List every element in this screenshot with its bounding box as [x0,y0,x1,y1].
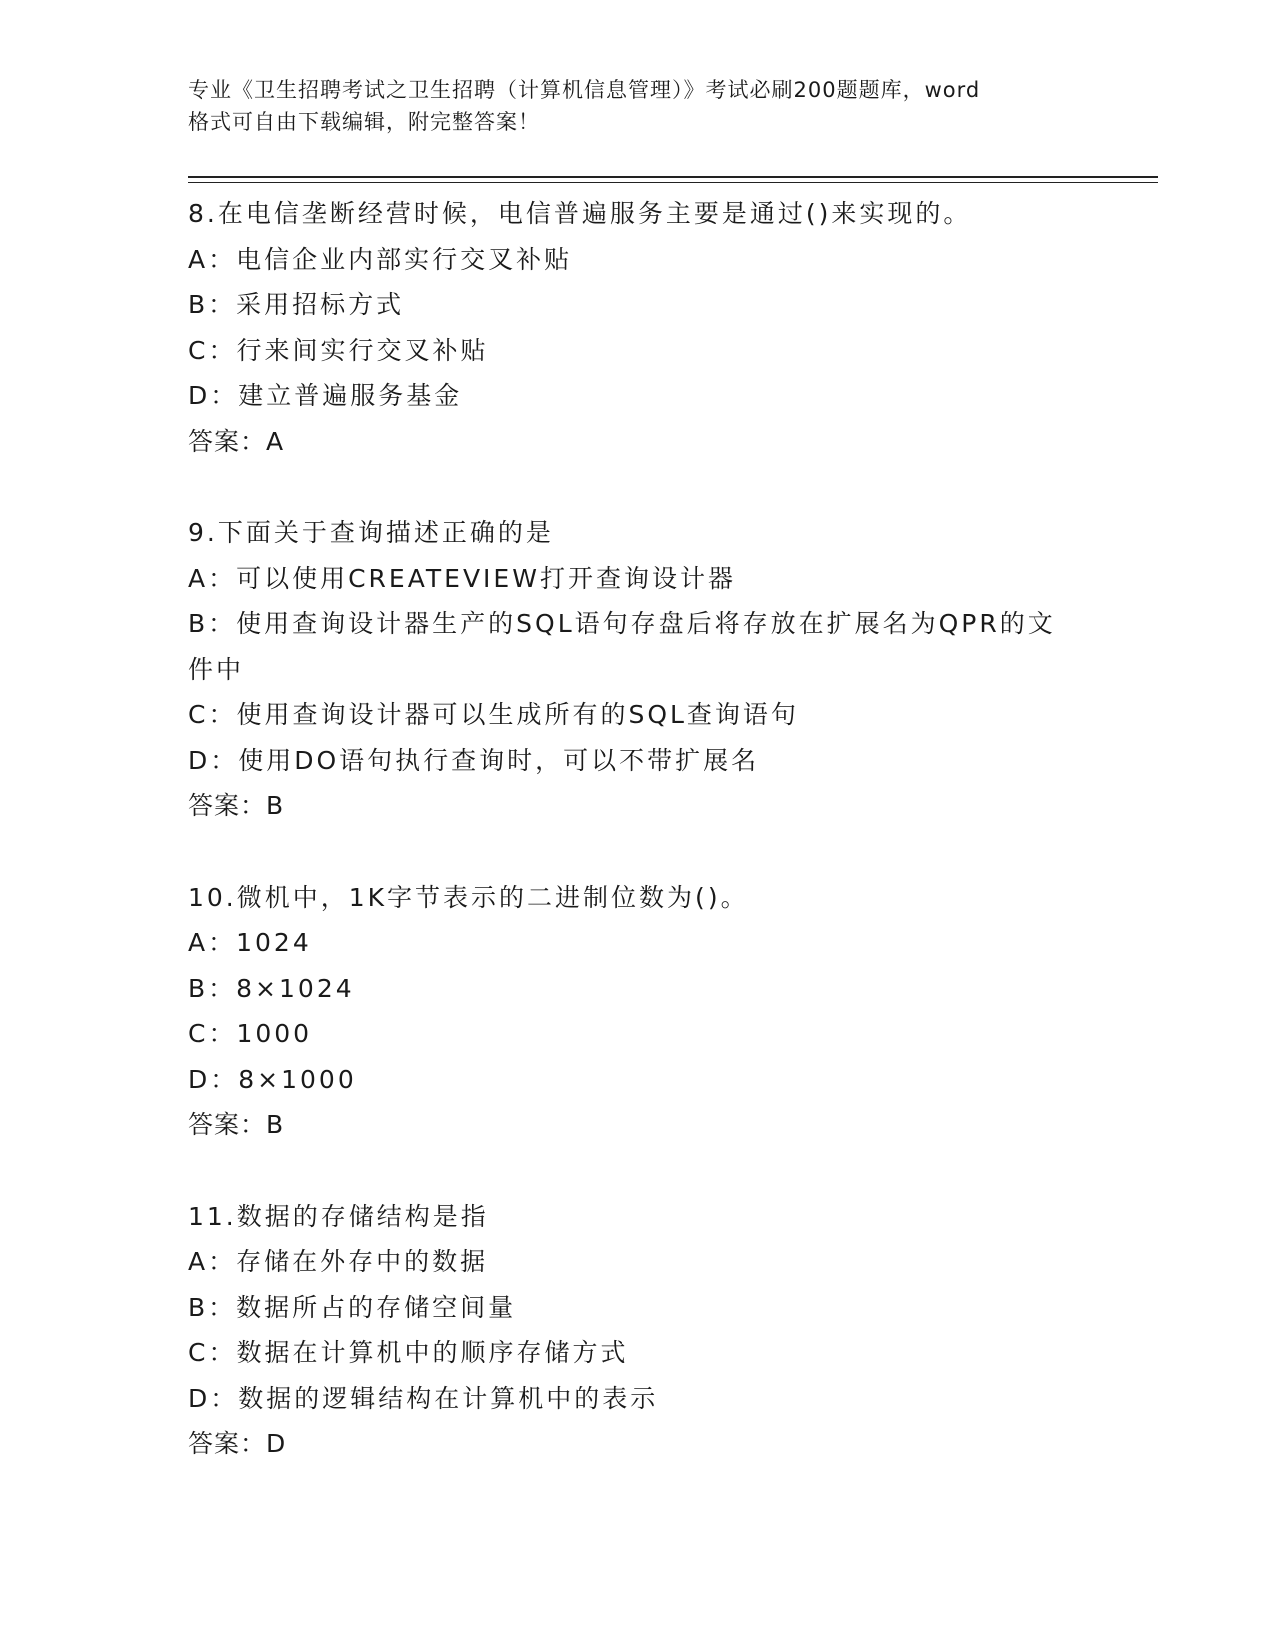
answer-label: 答案：B [188,791,285,820]
answer-label: 答案：D [188,1429,287,1458]
question-9 [188,510,1088,829]
option-a: A：存储在外存中的数据 [188,1247,489,1276]
question-stem: 9.下面关于查询描述正确的是 [188,518,554,547]
option-d: D：数据的逻辑结构在计算机中的表示 [188,1383,659,1413]
question-stem: 10.微机中，1K字节表示的二进制位数为()。 [188,882,749,912]
question-8 [188,191,1088,464]
question-stem: 11.数据的存储结构是指 [188,1201,489,1231]
question-spacer [188,829,1088,875]
question-10 [188,875,1088,1148]
question-stem: 8.在电信垄断经营时候，电信普遍服务主要是通过()来实现的。 [188,199,972,228]
option-b: B：采用招标方式 [188,290,405,319]
option-c: C：使用查询设计器可以生成所有的SQL查询语句 [188,700,799,729]
question-spacer [188,1148,1088,1194]
question-list [188,191,1088,1467]
option-d: D：8×1000 [188,1064,357,1094]
option-d: D：使用DO语句执行查询时，可以不带扩展名 [188,745,760,775]
option-c: C：1000 [188,1019,313,1048]
option-b-continuation: 件中 [188,654,245,684]
header-divider-thin [188,182,1158,183]
option-a: A：可以使用CREATEVIEW打开查询设计器 [188,563,736,593]
option-a: A：电信企业内部实行交叉补贴 [188,244,573,274]
header-title-line-2: 格式可自由下载编辑，附完整答案！ [188,110,540,134]
question-11 [188,1194,1088,1467]
option-b: B：数据所占的存储空间量 [188,1292,517,1322]
answer-label: 答案：B [188,1110,285,1139]
option-c: C：行来间实行交叉补贴 [188,335,489,365]
option-c: C：数据在计算机中的顺序存储方式 [188,1338,629,1367]
header-title-line-1: 专业《卫生招聘考试之卫生招聘（计算机信息管理）》考试必刷200题题库，word [188,78,981,102]
option-a: A：1024 [188,928,312,957]
header-divider-thick [188,176,1158,178]
option-d: D：建立普遍服务基金 [188,381,463,410]
document-header [188,74,1098,138]
question-spacer [188,464,1088,510]
answer-label: 答案：A [188,426,285,456]
option-b: B：使用查询设计器生产的SQL语句存盘后将存放在扩展名为QPR的文 [188,609,1056,638]
option-b: B：8×1024 [188,973,355,1003]
